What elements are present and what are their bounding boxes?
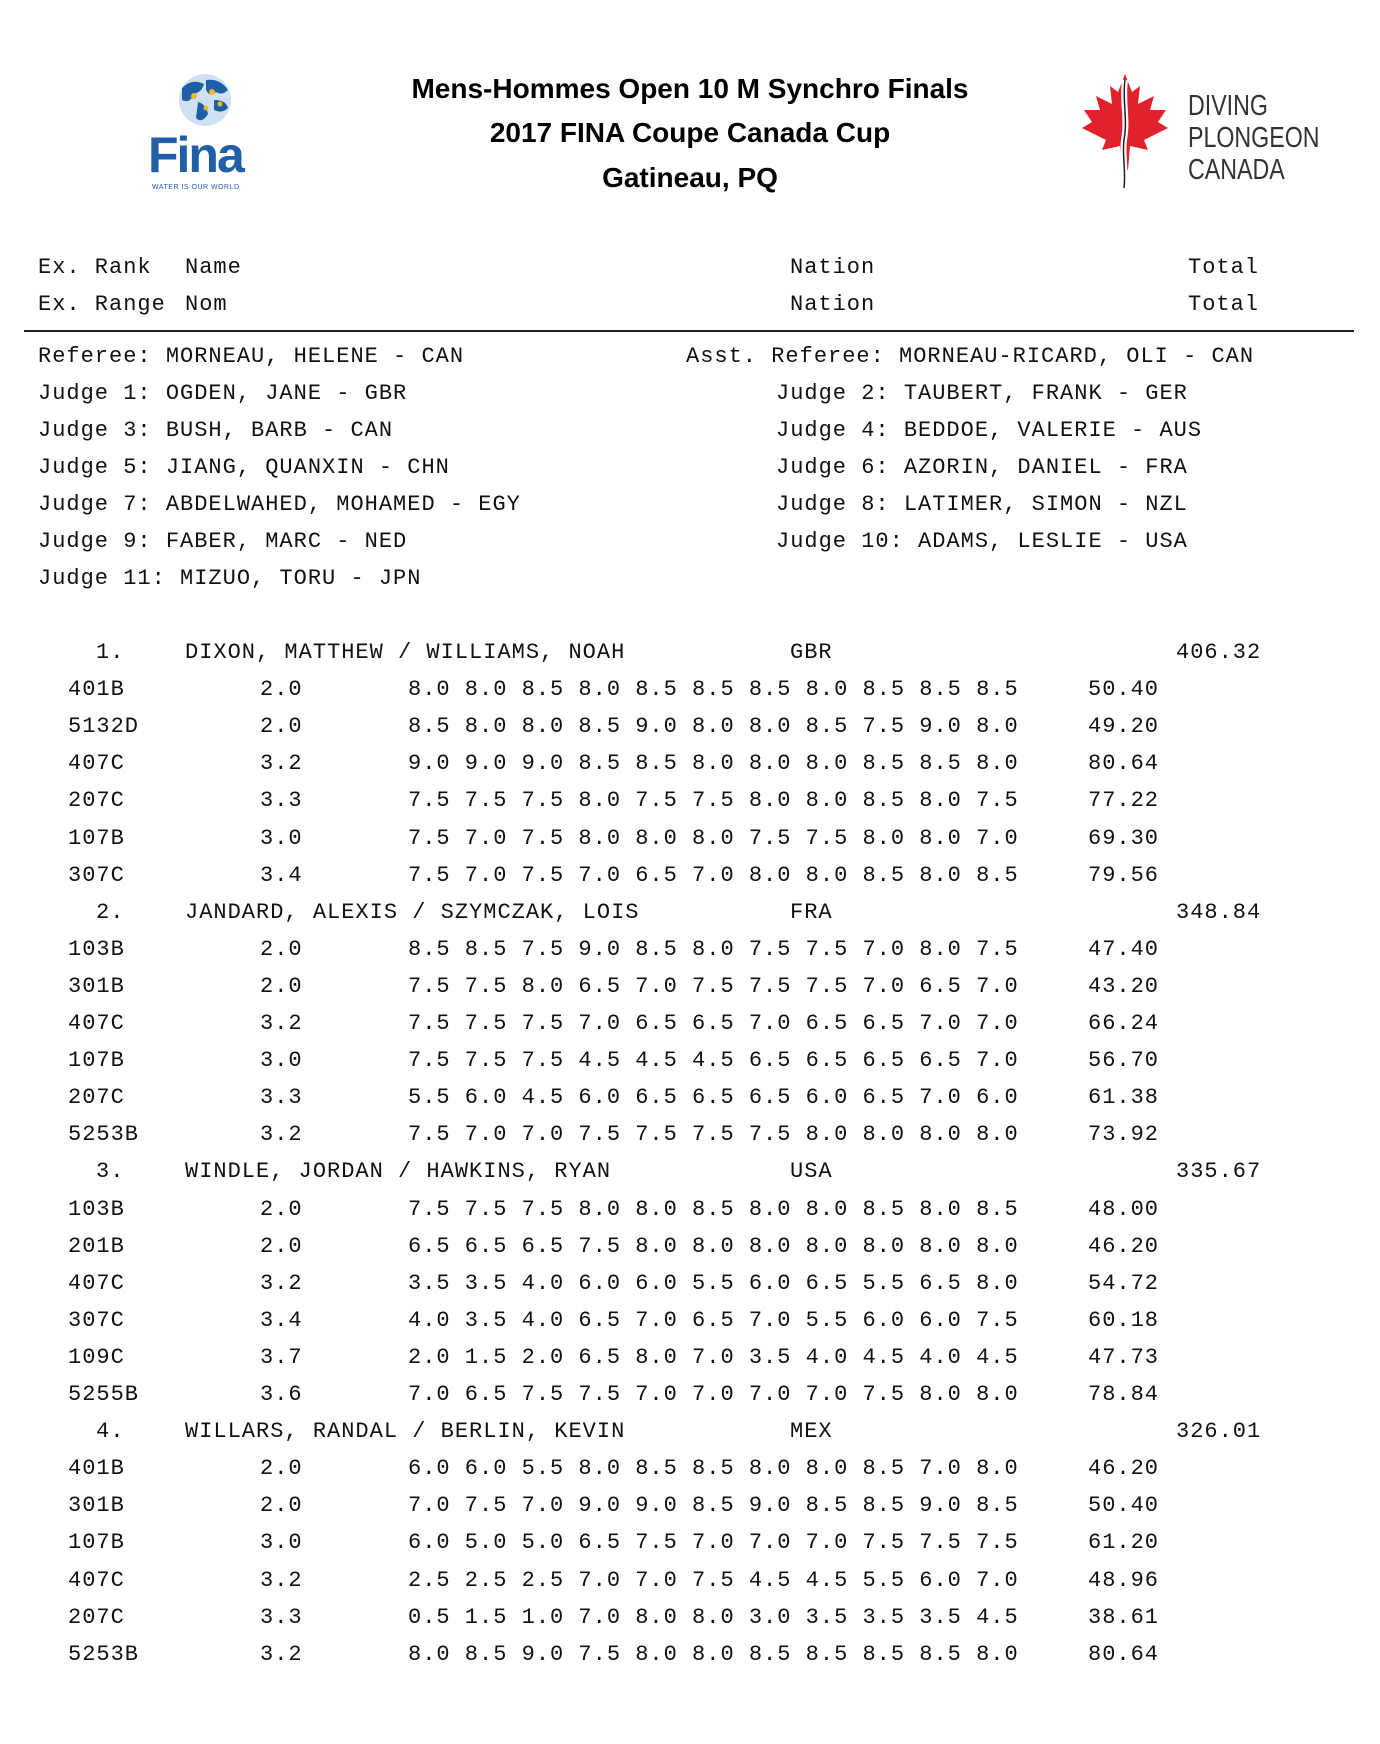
dive-difficulty: 3.0	[260, 825, 303, 851]
asst-referee: Asst. Referee: MORNEAU-RICARD, OLI - CAN	[686, 344, 1255, 369]
dive-code: 107B	[68, 1530, 125, 1556]
dive-code: 401B	[68, 677, 125, 703]
team-rank: 1.	[96, 640, 125, 665]
judge-scores: 6.0 6.0 5.5 8.0 8.5 8.5 8.0 8.0 8.5 7.0 8.0	[408, 1456, 1019, 1482]
judge-scores: 7.0 6.5 7.5 7.5 7.0 7.0 7.0 7.0 7.5 8.0 8.0	[408, 1382, 1019, 1407]
judge-scores: 7.5 7.5 8.0 6.5 7.0 7.5 7.5 7.5 7.0 6.5 7.0	[408, 973, 1019, 999]
judge-scores: 9.0 9.0 9.0 8.5 8.5 8.0 8.0 8.0 8.5 8.5 8.0	[408, 751, 1019, 777]
page-subtitle: 2017 FINA Coupe Canada Cup	[489, 117, 891, 148]
header-ex-rank-en: Ex. Rank	[38, 255, 152, 280]
dive-points: 78.84	[1088, 1382, 1160, 1407]
dive-points: 50.40	[1088, 1493, 1160, 1519]
dive-points: 49.20	[1088, 714, 1160, 740]
header-divider	[24, 330, 1354, 332]
dive-points: 46.20	[1088, 1233, 1160, 1259]
judge-8: Judge 8: LATIMER, SIMON - NZL	[776, 492, 1188, 517]
dive-difficulty: 3.3	[260, 788, 303, 814]
fina-tagline: WATER IS OUR WORLD	[152, 184, 240, 191]
dive-difficulty: 3.2	[260, 751, 303, 777]
diving-plongeon-canada-logo	[1070, 70, 1320, 195]
dive-code: 5132D	[68, 714, 140, 740]
team-nation: GBR	[790, 640, 833, 665]
dive-code: 107B	[68, 1048, 125, 1074]
fina-wordmark: Fina	[148, 127, 243, 183]
header-nation-en: Nation	[790, 255, 876, 280]
judge-10: Judge 10: ADAMS, LESLIE - USA	[776, 529, 1188, 554]
judge-scores: 7.5 7.5 7.5 8.0 7.5 7.5 8.0 8.0 8.5 8.0 7.5	[408, 788, 1019, 814]
dive-code: 103B	[68, 936, 125, 962]
dive-points: 48.00	[1088, 1196, 1160, 1222]
dive-difficulty: 3.2	[260, 1641, 303, 1667]
judge-scores: 2.0 1.5 2.0 6.5 8.0 7.0 3.5 4.0 4.5 4.0 4.5	[408, 1344, 1019, 1370]
dive-points: 73.92	[1088, 1122, 1160, 1148]
judge-scores: 6.5 6.5 6.5 7.5 8.0 8.0 8.0 8.0 8.0 8.0 8.0	[408, 1233, 1019, 1259]
dive-difficulty: 3.4	[260, 862, 303, 888]
dive-difficulty: 2.0	[260, 1233, 303, 1259]
dive-difficulty: 2.0	[260, 714, 303, 740]
team-nation: FRA	[790, 899, 833, 925]
dive-difficulty: 3.0	[260, 1530, 303, 1556]
dive-difficulty: 3.3	[260, 1085, 303, 1111]
page-title: Mens-Hommes Open 10 M Synchro Finals	[411, 73, 969, 104]
dive-difficulty: 3.2	[260, 1122, 303, 1148]
judge-scores: 8.5 8.0 8.0 8.5 9.0 8.0 8.0 8.5 7.5 9.0 8.0	[408, 714, 1019, 740]
dive-code: 107B	[68, 825, 125, 851]
judge-scores: 7.5 7.0 7.5 8.0 8.0 8.0 7.5 7.5 8.0 8.0 7.0	[408, 825, 1019, 851]
header-total-en: Total	[1188, 255, 1260, 280]
judge-scores: 5.5 6.0 4.5 6.0 6.5 6.5 6.5 6.0 6.5 7.0 6.0	[408, 1085, 1019, 1111]
judge-11: Judge 11: MIZUO, TORU - JPN	[38, 566, 422, 591]
dive-difficulty: 3.4	[260, 1307, 303, 1333]
team-nation: USA	[790, 1159, 833, 1185]
dive-points: 47.40	[1088, 936, 1160, 962]
judge-2: Judge 2: TAUBERT, FRANK - GER	[776, 381, 1188, 406]
dive-difficulty: 3.6	[260, 1382, 303, 1407]
team-names: DIXON, MATTHEW / WILLIAMS, NOAH	[185, 640, 626, 665]
dive-difficulty: 3.3	[260, 1604, 303, 1630]
dive-difficulty: 2.0	[260, 936, 303, 962]
dive-code: 407C	[68, 1567, 125, 1593]
team-rank: 4.	[96, 1419, 125, 1445]
dive-code: 301B	[68, 973, 125, 999]
dpc-line3: CANADA	[1188, 154, 1285, 186]
dive-code: 5253B	[68, 1122, 140, 1148]
dive-code: 407C	[68, 1270, 125, 1296]
dive-code: 307C	[68, 1307, 125, 1333]
dive-difficulty: 2.0	[260, 973, 303, 999]
dive-points: 54.72	[1088, 1270, 1160, 1296]
judge-scores: 7.5 7.5 7.5 8.0 8.0 8.5 8.0 8.0 8.5 8.0 8.5	[408, 1196, 1019, 1222]
dive-points: 61.38	[1088, 1085, 1160, 1111]
dive-code: 207C	[68, 1085, 125, 1111]
dive-code: 109C	[68, 1344, 125, 1370]
dive-code: 5255B	[68, 1382, 140, 1407]
page-location: Gatineau, PQ	[602, 162, 778, 193]
dpc-wordmark	[1188, 90, 1320, 186]
team-rank: 3.	[96, 1159, 125, 1185]
team-total: 348.84	[1176, 899, 1262, 925]
dive-points: 50.40	[1088, 677, 1160, 703]
judge-scores: 8.5 8.5 7.5 9.0 8.5 8.0 7.5 7.5 7.0 8.0 7.5	[408, 936, 1019, 962]
header-total-fr: Total	[1188, 292, 1260, 317]
team-total: 326.01	[1176, 1419, 1262, 1445]
dive-points: 80.64	[1088, 751, 1160, 777]
judge-5: Judge 5: JIANG, QUANXIN - CHN	[38, 455, 450, 480]
judge-6: Judge 6: AZORIN, DANIEL - FRA	[776, 455, 1188, 480]
dive-code: 5253B	[68, 1641, 140, 1667]
dpc-line2: PLONGEON	[1188, 122, 1320, 154]
team-total: 335.67	[1176, 1159, 1262, 1185]
dive-code: 301B	[68, 1493, 125, 1519]
team-names: WINDLE, JORDAN / HAWKINS, RYAN	[185, 1159, 612, 1185]
team-names: WILLARS, RANDAL / BERLIN, KEVIN	[185, 1419, 626, 1445]
fina-logo	[150, 70, 260, 195]
team-total: 406.32	[1176, 640, 1262, 665]
dpc-line1: DIVING	[1188, 90, 1268, 122]
judge-scores: 7.5 7.0 7.5 7.0 6.5 7.0 8.0 8.0 8.5 8.0 8.5	[408, 862, 1019, 888]
judge-7: Judge 7: ABDELWAHED, MOHAMED - EGY	[38, 492, 521, 517]
team-rank: 2.	[96, 899, 125, 925]
header-name-en: Name	[185, 255, 242, 280]
dive-points: 43.20	[1088, 973, 1160, 999]
dive-points: 79.56	[1088, 862, 1160, 888]
dive-points: 46.20	[1088, 1456, 1160, 1482]
dive-points: 48.96	[1088, 1567, 1160, 1593]
judge-scores: 7.0 7.5 7.0 9.0 9.0 8.5 9.0 8.5 8.5 9.0 8.5	[408, 1493, 1019, 1519]
dive-difficulty: 3.2	[260, 1011, 303, 1036]
team-nation: MEX	[790, 1419, 833, 1445]
dive-difficulty: 3.2	[260, 1567, 303, 1593]
dive-code: 207C	[68, 788, 125, 814]
dive-difficulty: 2.0	[260, 1456, 303, 1482]
judge-scores: 7.5 7.0 7.0 7.5 7.5 7.5 7.5 8.0 8.0 8.0 8.0	[408, 1122, 1019, 1148]
dive-points: 66.24	[1088, 1011, 1160, 1036]
judge-scores: 4.0 3.5 4.0 6.5 7.0 6.5 7.0 5.5 6.0 6.0 7.5	[408, 1307, 1019, 1333]
judge-scores: 0.5 1.5 1.0 7.0 8.0 8.0 3.0 3.5 3.5 3.5 4.5	[408, 1604, 1019, 1630]
dive-points: 38.61	[1088, 1604, 1160, 1630]
dive-code: 401B	[68, 1456, 125, 1482]
dive-difficulty: 3.0	[260, 1048, 303, 1074]
dive-points: 69.30	[1088, 825, 1160, 851]
dive-code: 407C	[68, 1011, 125, 1036]
judge-1: Judge 1: OGDEN, JANE - GBR	[38, 381, 408, 406]
dive-points: 80.64	[1088, 1641, 1160, 1667]
dive-difficulty: 3.7	[260, 1344, 303, 1370]
dive-points: 61.20	[1088, 1530, 1160, 1556]
dive-difficulty: 2.0	[260, 1196, 303, 1222]
dive-points: 47.73	[1088, 1344, 1160, 1370]
dive-points: 56.70	[1088, 1048, 1160, 1074]
header-ex-rank-fr: Ex. Range	[38, 292, 166, 317]
dive-code: 103B	[68, 1196, 125, 1222]
judge-scores: 8.0 8.5 9.0 7.5 8.0 8.0 8.5 8.5 8.5 8.5 8.0	[408, 1641, 1019, 1667]
team-names: JANDARD, ALEXIS / SZYMCZAK, LOIS	[185, 899, 640, 925]
judge-scores: 6.0 5.0 5.0 6.5 7.5 7.0 7.0 7.0 7.5 7.5 7.5	[408, 1530, 1019, 1556]
dive-difficulty: 2.0	[260, 677, 303, 703]
dive-difficulty: 3.2	[260, 1270, 303, 1296]
judge-scores: 7.5 7.5 7.5 7.0 6.5 6.5 7.0 6.5 6.5 7.0 7.0	[408, 1011, 1019, 1036]
judge-3: Judge 3: BUSH, BARB - CAN	[38, 418, 394, 443]
judge-scores: 8.0 8.0 8.5 8.0 8.5 8.5 8.5 8.0 8.5 8.5 8.5	[408, 677, 1019, 703]
header-nation-fr: Nation	[790, 292, 876, 317]
dive-points: 77.22	[1088, 788, 1160, 814]
judge-scores: 2.5 2.5 2.5 7.0 7.0 7.5 4.5 4.5 5.5 6.0 7.0	[408, 1567, 1019, 1593]
judge-9: Judge 9: FABER, MARC - NED	[38, 529, 408, 554]
judge-4: Judge 4: BEDDOE, VALERIE - AUS	[776, 418, 1203, 443]
maple-leaf-icon	[1070, 70, 1180, 195]
dive-code: 201B	[68, 1233, 125, 1259]
dive-difficulty: 2.0	[260, 1493, 303, 1519]
judge-scores: 7.5 7.5 7.5 4.5 4.5 4.5 6.5 6.5 6.5 6.5 7.0	[408, 1048, 1019, 1074]
referee: Referee: MORNEAU, HELENE - CAN	[38, 344, 465, 369]
dive-code: 407C	[68, 751, 125, 777]
dive-code: 307C	[68, 862, 125, 888]
judge-scores: 3.5 3.5 4.0 6.0 6.0 5.5 6.0 6.5 5.5 6.5 8.0	[408, 1270, 1019, 1296]
dive-code: 207C	[68, 1604, 125, 1630]
header-name-fr: Nom	[185, 292, 228, 317]
dive-points: 60.18	[1088, 1307, 1160, 1333]
